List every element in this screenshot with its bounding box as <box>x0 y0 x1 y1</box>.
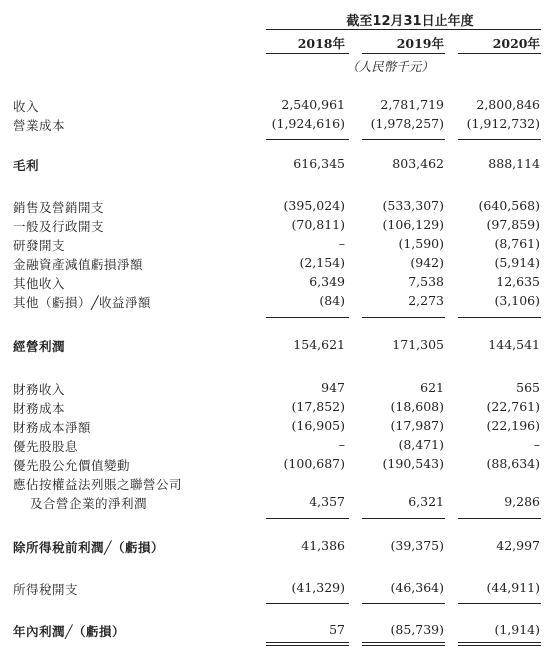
total-double-rule <box>266 645 349 646</box>
row-value-2020: – <box>533 437 540 452</box>
row-value-2019: (39,375) <box>390 538 444 553</box>
row-value-2018: 41,386 <box>301 538 345 553</box>
row-value-2019: 2,781,719 <box>380 97 444 112</box>
row-value-2018: (70,811) <box>291 217 345 232</box>
total-double-rule <box>458 642 541 643</box>
row-value-2020: 2,800,846 <box>476 97 540 112</box>
row-value-2018: (100,687) <box>283 456 345 471</box>
row-label: 優先股公允價值變動 <box>13 458 131 473</box>
row-value-2020: (22,761) <box>486 399 540 414</box>
row-label: 其他（虧損）╱收益淨額 <box>13 295 152 310</box>
row-value-2020: (8,761) <box>494 236 540 251</box>
row-value-2019: (85,739) <box>390 622 444 637</box>
row-value-2020: (5,914) <box>494 255 540 270</box>
row-label-bold: 毛利 <box>13 158 40 173</box>
row-label: 收入 <box>13 99 40 114</box>
subtotal-rule <box>266 317 349 318</box>
row-value-2019: 7,538 <box>408 274 444 289</box>
row-value-2020: (640,568) <box>478 198 540 213</box>
row-value-2018: 947 <box>321 380 345 395</box>
row-value-2018: (41,329) <box>291 580 345 595</box>
row-value-2019: (1,590) <box>398 236 444 251</box>
row-value-2018: (1,924,616) <box>271 116 345 131</box>
row-value-2019: (18,608) <box>390 399 444 414</box>
subtotal-rule <box>266 139 349 140</box>
subtotal-rule <box>458 603 541 604</box>
row-label: 所得稅開支 <box>13 582 79 597</box>
row-label: 營業成本 <box>13 118 66 133</box>
row-value-2019: 803,462 <box>392 156 444 171</box>
row-value-2019: (942) <box>410 255 444 270</box>
row-value-2019: (17,987) <box>390 418 444 433</box>
row-value-2018: (84) <box>319 293 345 308</box>
row-value-2020: 42,997 <box>496 538 540 553</box>
year-2020-header: 2020年 <box>492 36 540 51</box>
row-value-2019: 2,273 <box>408 293 444 308</box>
row-value-2020: 9,286 <box>504 494 540 509</box>
total-double-rule <box>362 645 445 646</box>
row-value-2018: 2,540,961 <box>281 97 345 112</box>
row-value-2019: (8,471) <box>398 437 444 452</box>
row-value-2018: 616,345 <box>293 156 345 171</box>
row-value-2018: (2,154) <box>299 255 345 270</box>
row-label: 財務成本淨額 <box>13 420 92 435</box>
row-value-2018: – <box>338 437 345 452</box>
subtotal-rule <box>362 317 445 318</box>
row-label: 金融資產減值虧損淨額 <box>13 257 144 272</box>
total-double-rule <box>362 642 445 643</box>
subtotal-rule <box>266 603 349 604</box>
total-double-rule <box>458 645 541 646</box>
year-2019-header: 2019年 <box>396 36 444 51</box>
row-value-2018: (17,852) <box>291 399 345 414</box>
row-value-2020: 888,114 <box>488 156 540 171</box>
row-value-2019: (1,978,257) <box>370 116 444 131</box>
row-label: 應佔按權益法列賬之聯營公司 <box>13 477 183 492</box>
row-value-2020: 144,541 <box>488 337 540 352</box>
subtotal-rule <box>362 139 445 140</box>
row-value-2020: (88,634) <box>486 456 540 471</box>
row-value-2020: (1,912,732) <box>466 116 540 131</box>
row-value-2019: 621 <box>420 380 444 395</box>
row-value-2018: – <box>338 236 345 251</box>
row-value-2018: (395,024) <box>283 198 345 213</box>
total-double-rule <box>266 642 349 643</box>
subtotal-rule <box>458 518 541 519</box>
row-label: 一般及行政開支 <box>13 219 105 234</box>
subtotal-rule <box>458 139 541 140</box>
row-value-2019: (46,364) <box>390 580 444 595</box>
subtotal-rule <box>362 518 445 519</box>
row-value-2018: 57 <box>329 622 345 637</box>
row-label-bold: 除所得稅前利潤╱（虧損） <box>13 540 165 555</box>
row-value-2019: 171,305 <box>392 337 444 352</box>
unit-label: （人民幣千元） <box>346 59 434 74</box>
year-2018-header: 2018年 <box>297 36 345 51</box>
row-label-bold: 年內利潤╱（虧損） <box>13 624 126 639</box>
row-label: 其他收入 <box>13 276 66 291</box>
row-value-2018: 4,357 <box>309 494 345 509</box>
row-value-2019: (533,307) <box>382 198 444 213</box>
row-value-2019: (190,543) <box>382 456 444 471</box>
row-value-2020: 12,635 <box>496 274 540 289</box>
period-rule <box>266 29 541 30</box>
row-value-2020: (1,914) <box>494 622 540 637</box>
subtotal-rule <box>362 603 445 604</box>
row-value-2020: (22,196) <box>486 418 540 433</box>
period-heading: 截至12月31日止年度 <box>346 14 474 29</box>
subtotal-rule <box>458 317 541 318</box>
row-value-2020: (3,106) <box>494 293 540 308</box>
year-rule <box>266 53 349 54</box>
row-label: 財務收入 <box>13 382 66 397</box>
subtotal-rule <box>266 518 349 519</box>
row-label: 及合營企業的淨利潤 <box>30 496 148 511</box>
row-value-2018: 154,621 <box>293 337 345 352</box>
row-label: 優先股股息 <box>13 439 79 454</box>
row-value-2018: (16,905) <box>291 418 345 433</box>
row-label-bold: 經營利潤 <box>13 339 66 354</box>
row-value-2019: 6,321 <box>408 494 444 509</box>
row-label: 銷售及營銷開支 <box>13 200 105 215</box>
row-value-2018: 6,349 <box>309 274 345 289</box>
row-label: 財務成本 <box>13 401 66 416</box>
row-value-2019: (106,129) <box>382 217 444 232</box>
row-label: 研發開支 <box>13 238 66 253</box>
row-value-2020: 565 <box>516 380 540 395</box>
year-rule <box>362 53 445 54</box>
row-value-2020: (44,911) <box>486 580 540 595</box>
year-rule <box>458 53 541 54</box>
row-value-2020: (97,859) <box>486 217 540 232</box>
